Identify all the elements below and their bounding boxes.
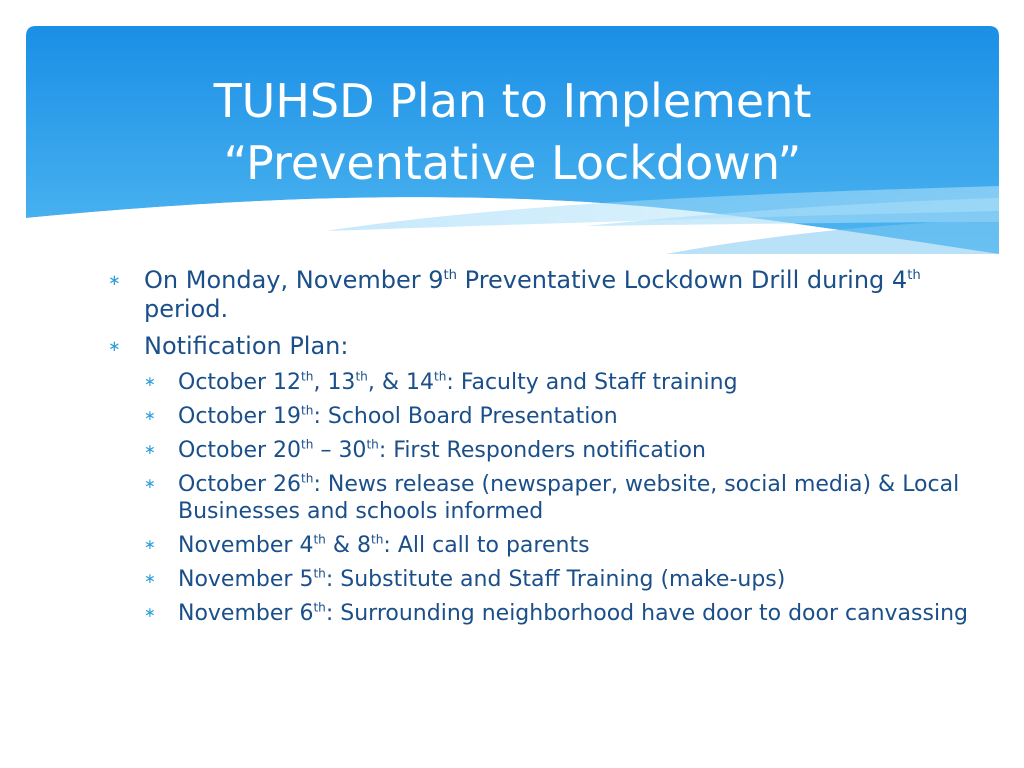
asterisk-bullet-icon: ∗ [144,571,156,587]
sub-bullet-text: : Faculty and Staff training [446,370,738,395]
superscript: th [301,403,314,418]
asterisk-bullet-icon: ∗ [144,408,156,424]
superscript: th [301,471,314,486]
superscript: th [366,437,379,452]
superscript: th [907,268,921,283]
sub-bullet-text: : First Responders notification [378,438,706,463]
title-line-2: “Preventative Lockdown” [223,136,802,190]
sub-bullet-text: : School Board Presentation [313,404,618,429]
superscript: th [313,532,326,547]
bullet-list [108,266,968,634]
asterisk-bullet-icon: ∗ [144,476,156,492]
superscript: th [434,369,447,384]
sub-bullet-text: & 8 [325,533,371,558]
title-line-1: TUHSD Plan to Implement [213,74,812,128]
title-banner [26,26,999,256]
superscript: th [313,566,326,581]
sub-bullet-text: October 12 [178,370,302,395]
sub-bullet-canvassing [108,600,968,627]
asterisk-bullet-icon: ∗ [144,374,156,390]
sub-bullet-text: : Substitute and Staff Training (make-ups) [325,567,786,592]
sub-bullet-text: , & 14 [367,370,434,395]
sub-bullet-text: : All call to parents [383,533,590,558]
sub-bullet-school-board [108,403,968,430]
bullet-text: On Monday, November 9 [144,266,444,294]
sub-bullet-first-responders [108,437,968,464]
superscript: th [313,600,326,615]
bullet-notification-plan [108,332,968,361]
sub-bullet-text: October 26 [178,472,302,497]
superscript: th [371,532,384,547]
sub-bullet-text: : News release (newspaper, website, social media) & Local Businesses and schools informed [178,472,960,524]
sub-bullet-text: October 20 [178,438,302,463]
sub-bullet-text: October 19 [178,404,302,429]
asterisk-bullet-icon: ∗ [144,442,156,458]
sub-bullet-text: November 6 [178,601,314,626]
bullet-text: period. [144,295,229,323]
bullet-drill-date [108,266,968,324]
sub-bullet-all-call [108,532,968,559]
sub-bullet-text: : Surrounding neighborhood have door to door canvassing [325,601,968,626]
asterisk-bullet-icon: ∗ [144,605,156,621]
asterisk-bullet-icon: ∗ [108,337,121,355]
slide-title [26,70,999,194]
sub-bullet-text: November 4 [178,533,314,558]
superscript: th [301,369,314,384]
superscript: th [355,369,368,384]
bullet-text: Preventative Lockdown Drill during 4 [457,266,908,294]
sub-bullet-substitute-training [108,566,968,593]
superscript: th [443,268,458,283]
sub-bullet-text: November 5 [178,567,314,592]
bullet-text: Notification Plan: [144,332,349,360]
superscript: th [301,437,314,452]
sub-bullet-training [108,369,968,396]
sub-bullet-news-release [108,471,968,525]
sub-bullet-text: , 13 [313,370,356,395]
sub-bullet-text: – 30 [313,438,367,463]
asterisk-bullet-icon: ∗ [144,537,156,553]
asterisk-bullet-icon: ∗ [108,271,121,289]
